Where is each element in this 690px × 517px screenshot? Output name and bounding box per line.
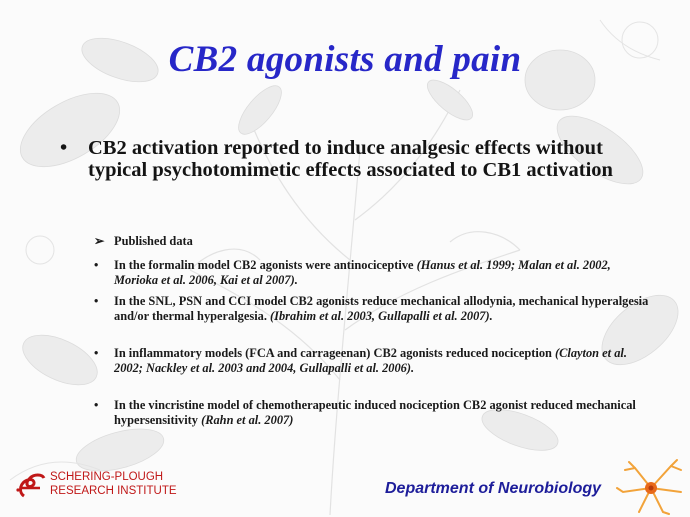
neuron-icon (615, 458, 687, 516)
logo-line-1: SCHERING-PLOUGH (50, 471, 164, 483)
sub-item-references: (Hanus et al. 1999; Malan et al. 2002, Morioka et al. 2006, Kai et al 2007). (114, 258, 611, 287)
main-bullet-point (60, 137, 650, 181)
main-bullet-text: CB2 activation reported to induce analgesic effects without typical psychotomimetic effects associated to CB1 activation (88, 137, 613, 181)
bullet-marker: • (94, 294, 99, 308)
sub-item-snl-psn-cci (94, 294, 654, 323)
sub-item-published-data (94, 234, 654, 249)
schering-plough-logo-icon (14, 470, 48, 502)
department-name: Department of Neurobiology (385, 480, 602, 497)
sub-item-text: In the SNL, PSN and CCI model CB2 agonists reduce mechanical allodynia, mechanical hyperalgesia and/or thermal hyperalgesia. (114, 294, 649, 323)
sub-item-text: Published data (114, 234, 193, 248)
sub-item-references: (Rahn et al. 2007) (201, 412, 294, 427)
sub-item-references: (Ibrahim et al. 2003, Gullapalli et al. 2007). (270, 308, 493, 323)
logo-wordmark (50, 470, 177, 498)
sub-item-formalin (94, 258, 654, 287)
sub-item-inflammatory (94, 346, 654, 375)
bullet-marker: • (94, 398, 99, 412)
logo-line-2: RESEARCH INSTITUTE (50, 485, 177, 497)
slide-title: CB2 agonists and pain (168, 39, 522, 80)
arrow-bullet-marker: ➢ (94, 234, 105, 248)
sub-item-text: In the vincristine model of chemotherapeutic induced nociception CB2 agonist reduced mechanical hypersensitivity (114, 398, 636, 427)
bullet-marker: • (94, 258, 99, 272)
sub-item-vincristine (94, 398, 654, 427)
sub-item-references: (Clayton et al. 2002; Nackley et al. 2003 and 2004, Gullapalli et al. 2006). (114, 346, 627, 375)
bullet-marker: • (60, 137, 68, 159)
sub-item-text: In inflammatory models (FCA and carrageenan) CB2 agonists reduced nociception (114, 346, 556, 360)
sub-item-text: In the formalin model CB2 agonists were antinociceptive (114, 258, 417, 272)
bullet-marker: • (94, 346, 99, 360)
